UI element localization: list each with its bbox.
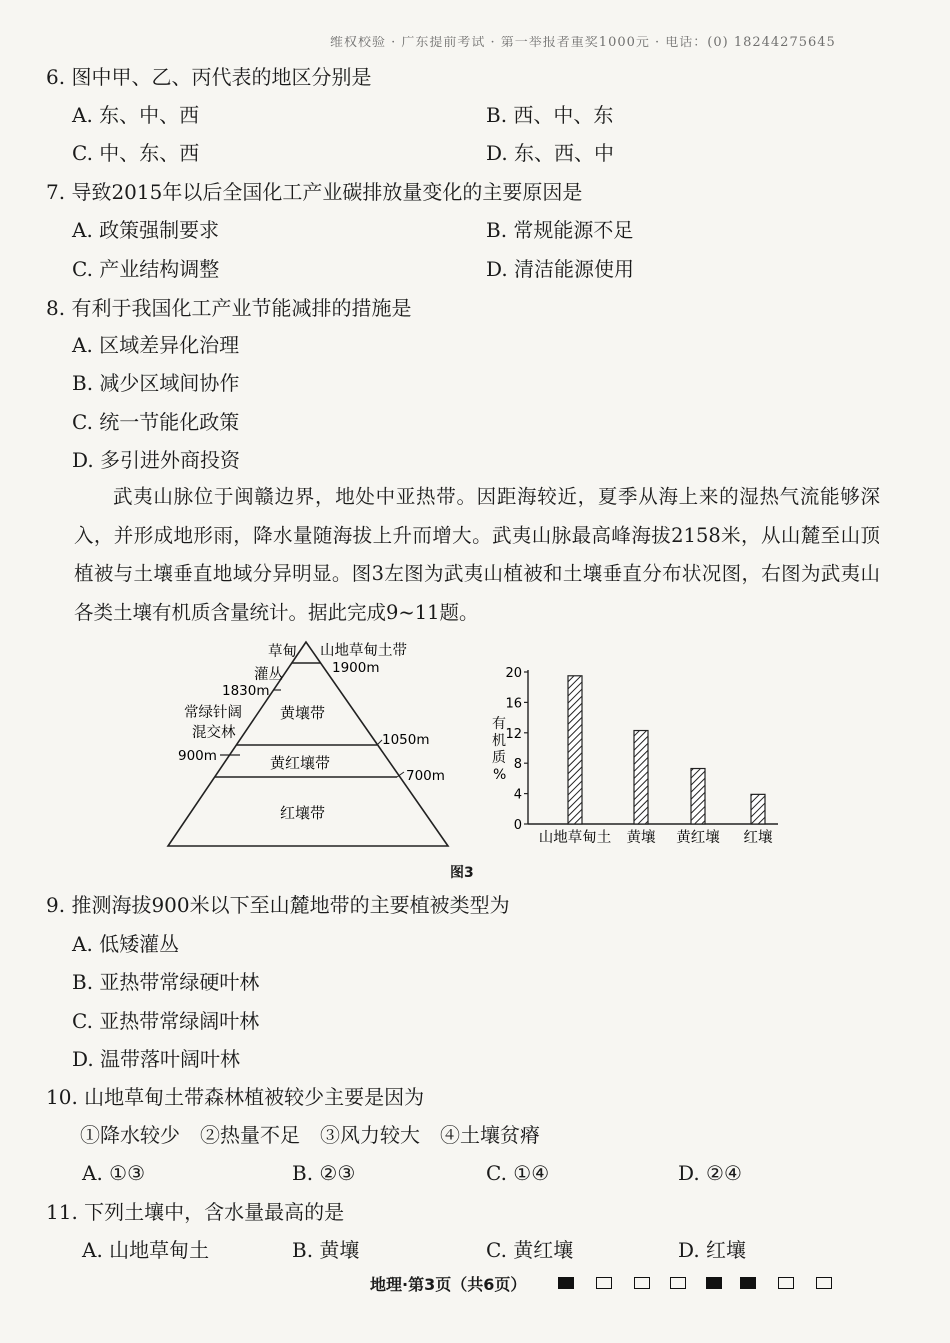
- bar-4: [751, 794, 765, 824]
- page-footer: 地理·第3页（共6页）: [370, 1275, 527, 1294]
- veg-label-mixed-1: 常绿针阔: [184, 705, 242, 721]
- y-tick-label: 12: [505, 726, 522, 742]
- ylabel-char-4: %: [493, 767, 507, 783]
- ylabel-char-2: 机: [492, 733, 506, 749]
- question-10-stem: 10. 山地草甸土带森林植被较少主要是因为: [46, 1085, 425, 1109]
- q8-option-d: D. 多引进外商投资: [72, 448, 241, 472]
- header-strip: 维权校验 · 广东提前考试 · 第一举报者重奖1000元 · 电话：(0) 18244275645: [330, 36, 836, 50]
- question-7-stem: 7. 导致2015年以后全国化工产业碳排放量变化的主要原因是: [46, 180, 583, 204]
- belt-yellow-red: 黄红壤带: [270, 754, 331, 772]
- top-label-meadow-soil-belt: 山地草甸土带: [320, 643, 407, 659]
- q10-option-b: B. ②③: [292, 1161, 356, 1185]
- ylabel-char-1: 有: [492, 716, 506, 732]
- q6-option-a: A. 东、中、西: [72, 103, 200, 127]
- bar-2: [634, 731, 648, 824]
- bar-1: [568, 676, 582, 824]
- veg-label-shrub: 灌丛: [254, 667, 283, 683]
- registration-mark: [740, 1277, 756, 1289]
- organic-matter-bar-chart: [480, 656, 800, 852]
- belt-red: 红壤带: [280, 804, 326, 822]
- elev-1830: 1830m: [222, 683, 270, 699]
- x-category-label: 黄红壤: [676, 830, 720, 846]
- registration-mark: [558, 1277, 574, 1289]
- q10-choices: ①降水较少 ②热量不足 ③风力较大 ④土壤贫瘠: [80, 1123, 540, 1147]
- elev-900: 900m: [178, 748, 217, 764]
- q11-option-c: C. 黄红壤: [486, 1238, 574, 1262]
- figure-caption: 图3: [450, 865, 474, 881]
- reading-passage: 武夷山脉位于闽赣边界，地处中亚热带。因距海较近，夏季从海上来的湿热气流能够深入，并形成地形雨，降水量随海拔上升而增大。武夷山脉最高峰海拔2158米，从山麓至山顶植被与土壤垂直地域分异明显。图3左图为武夷山植被和土壤垂直分布状况图，右图为武夷山各类土壤有机质含量统计。据此完成9~11题。: [74, 485, 880, 624]
- q6-option-b: B. 西、中、东: [486, 103, 614, 127]
- vegetation-soil-pyramid: [160, 636, 460, 852]
- q10-option-a: A. ①③: [82, 1161, 146, 1185]
- registration-mark: [816, 1277, 832, 1289]
- q9-option-a: A. 低矮灌丛: [72, 932, 180, 956]
- question-6-stem: 6. 图中甲、乙、丙代表的地区分别是: [46, 65, 372, 89]
- belt-yellow: 黄壤带: [280, 704, 326, 722]
- ylabel-char-3: 质: [492, 750, 506, 766]
- q9-option-c: C. 亚热带常绿阔叶林: [72, 1009, 260, 1033]
- veg-label-meadow: 草甸: [268, 644, 297, 660]
- registration-mark: [596, 1277, 612, 1289]
- y-tick-label: 8: [513, 757, 522, 773]
- q6-option-c: C. 中、东、西: [72, 141, 200, 165]
- elev-1900: 1900m: [332, 660, 380, 676]
- y-tick-label: 0: [513, 818, 522, 833]
- question-11-stem: 11. 下列土壤中，含水量最高的是: [46, 1200, 345, 1224]
- registration-mark: [670, 1277, 686, 1289]
- registration-mark: [706, 1277, 722, 1289]
- registration-mark: [778, 1277, 794, 1289]
- q8-option-c: C. 统一节能化政策: [72, 410, 240, 434]
- q7-option-b: B. 常规能源不足: [486, 218, 634, 242]
- q7-option-c: C. 产业结构调整: [72, 257, 220, 281]
- q7-option-d: D. 清洁能源使用: [486, 257, 635, 281]
- veg-label-mixed-2: 混交林: [192, 725, 236, 741]
- y-tick-label: 4: [513, 787, 522, 803]
- question-9-stem: 9. 推测海拔900米以下至山麓地带的主要植被类型为: [46, 893, 510, 917]
- q6-option-d: D. 东、西、中: [486, 141, 615, 165]
- q7-option-a: A. 政策强制要求: [72, 218, 220, 242]
- q11-option-a: A. 山地草甸土: [82, 1238, 210, 1262]
- q10-option-c: C. ①④: [486, 1161, 550, 1185]
- x-category-label: 黄壤: [626, 830, 656, 846]
- x-category-label: 山地草甸土: [538, 830, 612, 846]
- bar-3: [691, 769, 705, 824]
- q8-option-a: A. 区域差异化治理: [72, 333, 240, 357]
- q11-option-b: B. 黄壤: [292, 1238, 360, 1262]
- q9-option-b: B. 亚热带常绿硬叶林: [72, 970, 260, 994]
- registration-mark: [634, 1277, 650, 1289]
- elev-1050: 1050m: [382, 732, 430, 748]
- question-8-stem: 8. 有利于我国化工产业节能减排的措施是: [46, 296, 412, 320]
- q8-option-b: B. 减少区域间协作: [72, 371, 240, 395]
- q11-option-d: D. 红壤: [678, 1238, 747, 1262]
- q10-option-d: D. ②④: [678, 1161, 742, 1185]
- x-category-label: 红壤: [743, 830, 773, 846]
- y-tick-label: 20: [505, 666, 522, 681]
- elev-700: 700m: [406, 768, 445, 784]
- y-tick-label: 16: [505, 696, 522, 712]
- q9-option-d: D. 温带落叶阔叶林: [72, 1047, 241, 1071]
